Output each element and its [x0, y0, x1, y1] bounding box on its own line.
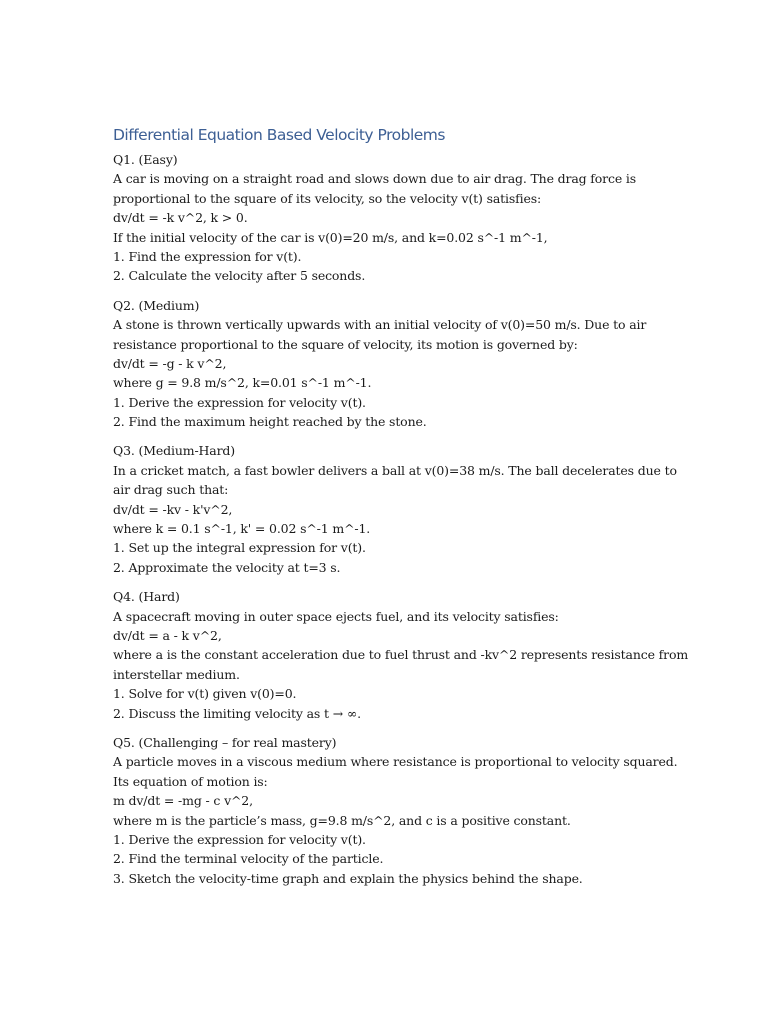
question-text-line: A particle moves in a viscous medium where resistance is proportional to velocity squared. — [113, 754, 678, 770]
question-text-line: If the initial velocity of the car is v(0)=20 m/s, and k=0.02 s^-1 m^-1, — [113, 229, 548, 245]
question-3 — [113, 441, 677, 577]
task-item: 1. Derive the expression for velocity v(t). — [113, 394, 366, 410]
question-heading: Q3. (Medium-Hard) — [113, 443, 236, 459]
task-item: 1. Set up the integral expression for v(t). — [113, 540, 366, 556]
task-item: 3. Sketch the velocity-time graph and explain the physics behind the shape. — [113, 870, 583, 886]
question-4 — [113, 587, 689, 723]
equation-line: dv/dt = -k v^2, k > 0. — [113, 210, 248, 226]
question-heading: Q4. (Hard) — [113, 589, 180, 605]
equation-line: dv/dt = -kv - k'v^2, — [113, 501, 233, 517]
task-item: 1. Derive the expression for velocity v(t). — [113, 831, 366, 847]
question-text-line: A car is moving on a straight road and slows down due to air drag. The drag force is — [113, 171, 637, 187]
question-text-line: where m is the particle’s mass, g=9.8 m/s^2, and c is a positive constant. — [113, 812, 571, 828]
question-text-line: In a cricket match, a fast bowler delivers a ball at v(0)=38 m/s. The ball decelerates due to — [113, 462, 677, 478]
task-item: 2. Find the terminal velocity of the particle. — [113, 851, 384, 867]
question-text-line: Its equation of motion is: — [113, 773, 268, 789]
question-heading: Q1. (Easy) — [113, 152, 178, 167]
question-text-line: resistance proportional to the square of velocity, its motion is governed by: — [113, 336, 578, 352]
document-title: Differential Equation Based Velocity Problems — [113, 126, 445, 144]
question-text-line: A stone is thrown vertically upwards with an initial velocity of v(0)=50 m/s. Due to air — [113, 317, 647, 333]
question-text-line: interstellar medium. — [113, 666, 240, 682]
question-heading: Q5. (Challenging – for real mastery) — [113, 734, 337, 750]
task-item: 2. Approximate the velocity at t=3 s. — [113, 559, 341, 575]
question-text-line: air drag such that: — [113, 482, 229, 498]
question-heading: Q2. (Medium) — [113, 297, 200, 313]
question-text-line: where a is the constant acceleration due to fuel thrust and -kv^2 represents resistance from — [113, 647, 689, 663]
task-item: 1. Solve for v(t) given v(0)=0. — [113, 686, 297, 702]
question-text-line: A spacecraft moving in outer space ejects fuel, and its velocity satisfies: — [113, 608, 559, 624]
question-1 — [113, 150, 673, 286]
question-text-line: where g = 9.8 m/s^2, k=0.01 s^-1 m^-1. — [113, 375, 372, 391]
question-text-line: proportional to the square of its velocity, so the velocity v(t) satisfies: — [113, 190, 542, 206]
task-item: 2. Discuss the limiting velocity as t → ∞. — [113, 705, 361, 721]
question-2 — [113, 296, 673, 432]
equation-line: dv/dt = a - k v^2, — [113, 627, 222, 643]
question-5 — [113, 733, 678, 888]
task-item: 2. Find the maximum height reached by the stone. — [113, 414, 427, 430]
equation-line: m dv/dt = -mg - c v^2, — [113, 793, 253, 809]
equation-line: dv/dt = -g - k v^2, — [113, 355, 227, 371]
question-text-line: where k = 0.1 s^-1, k' = 0.02 s^-1 m^-1. — [113, 521, 371, 537]
document-body — [113, 123, 689, 898]
task-item: 2. Calculate the velocity after 5 seconds. — [113, 268, 366, 284]
task-item: 1. Find the expression for v(t). — [113, 248, 302, 264]
